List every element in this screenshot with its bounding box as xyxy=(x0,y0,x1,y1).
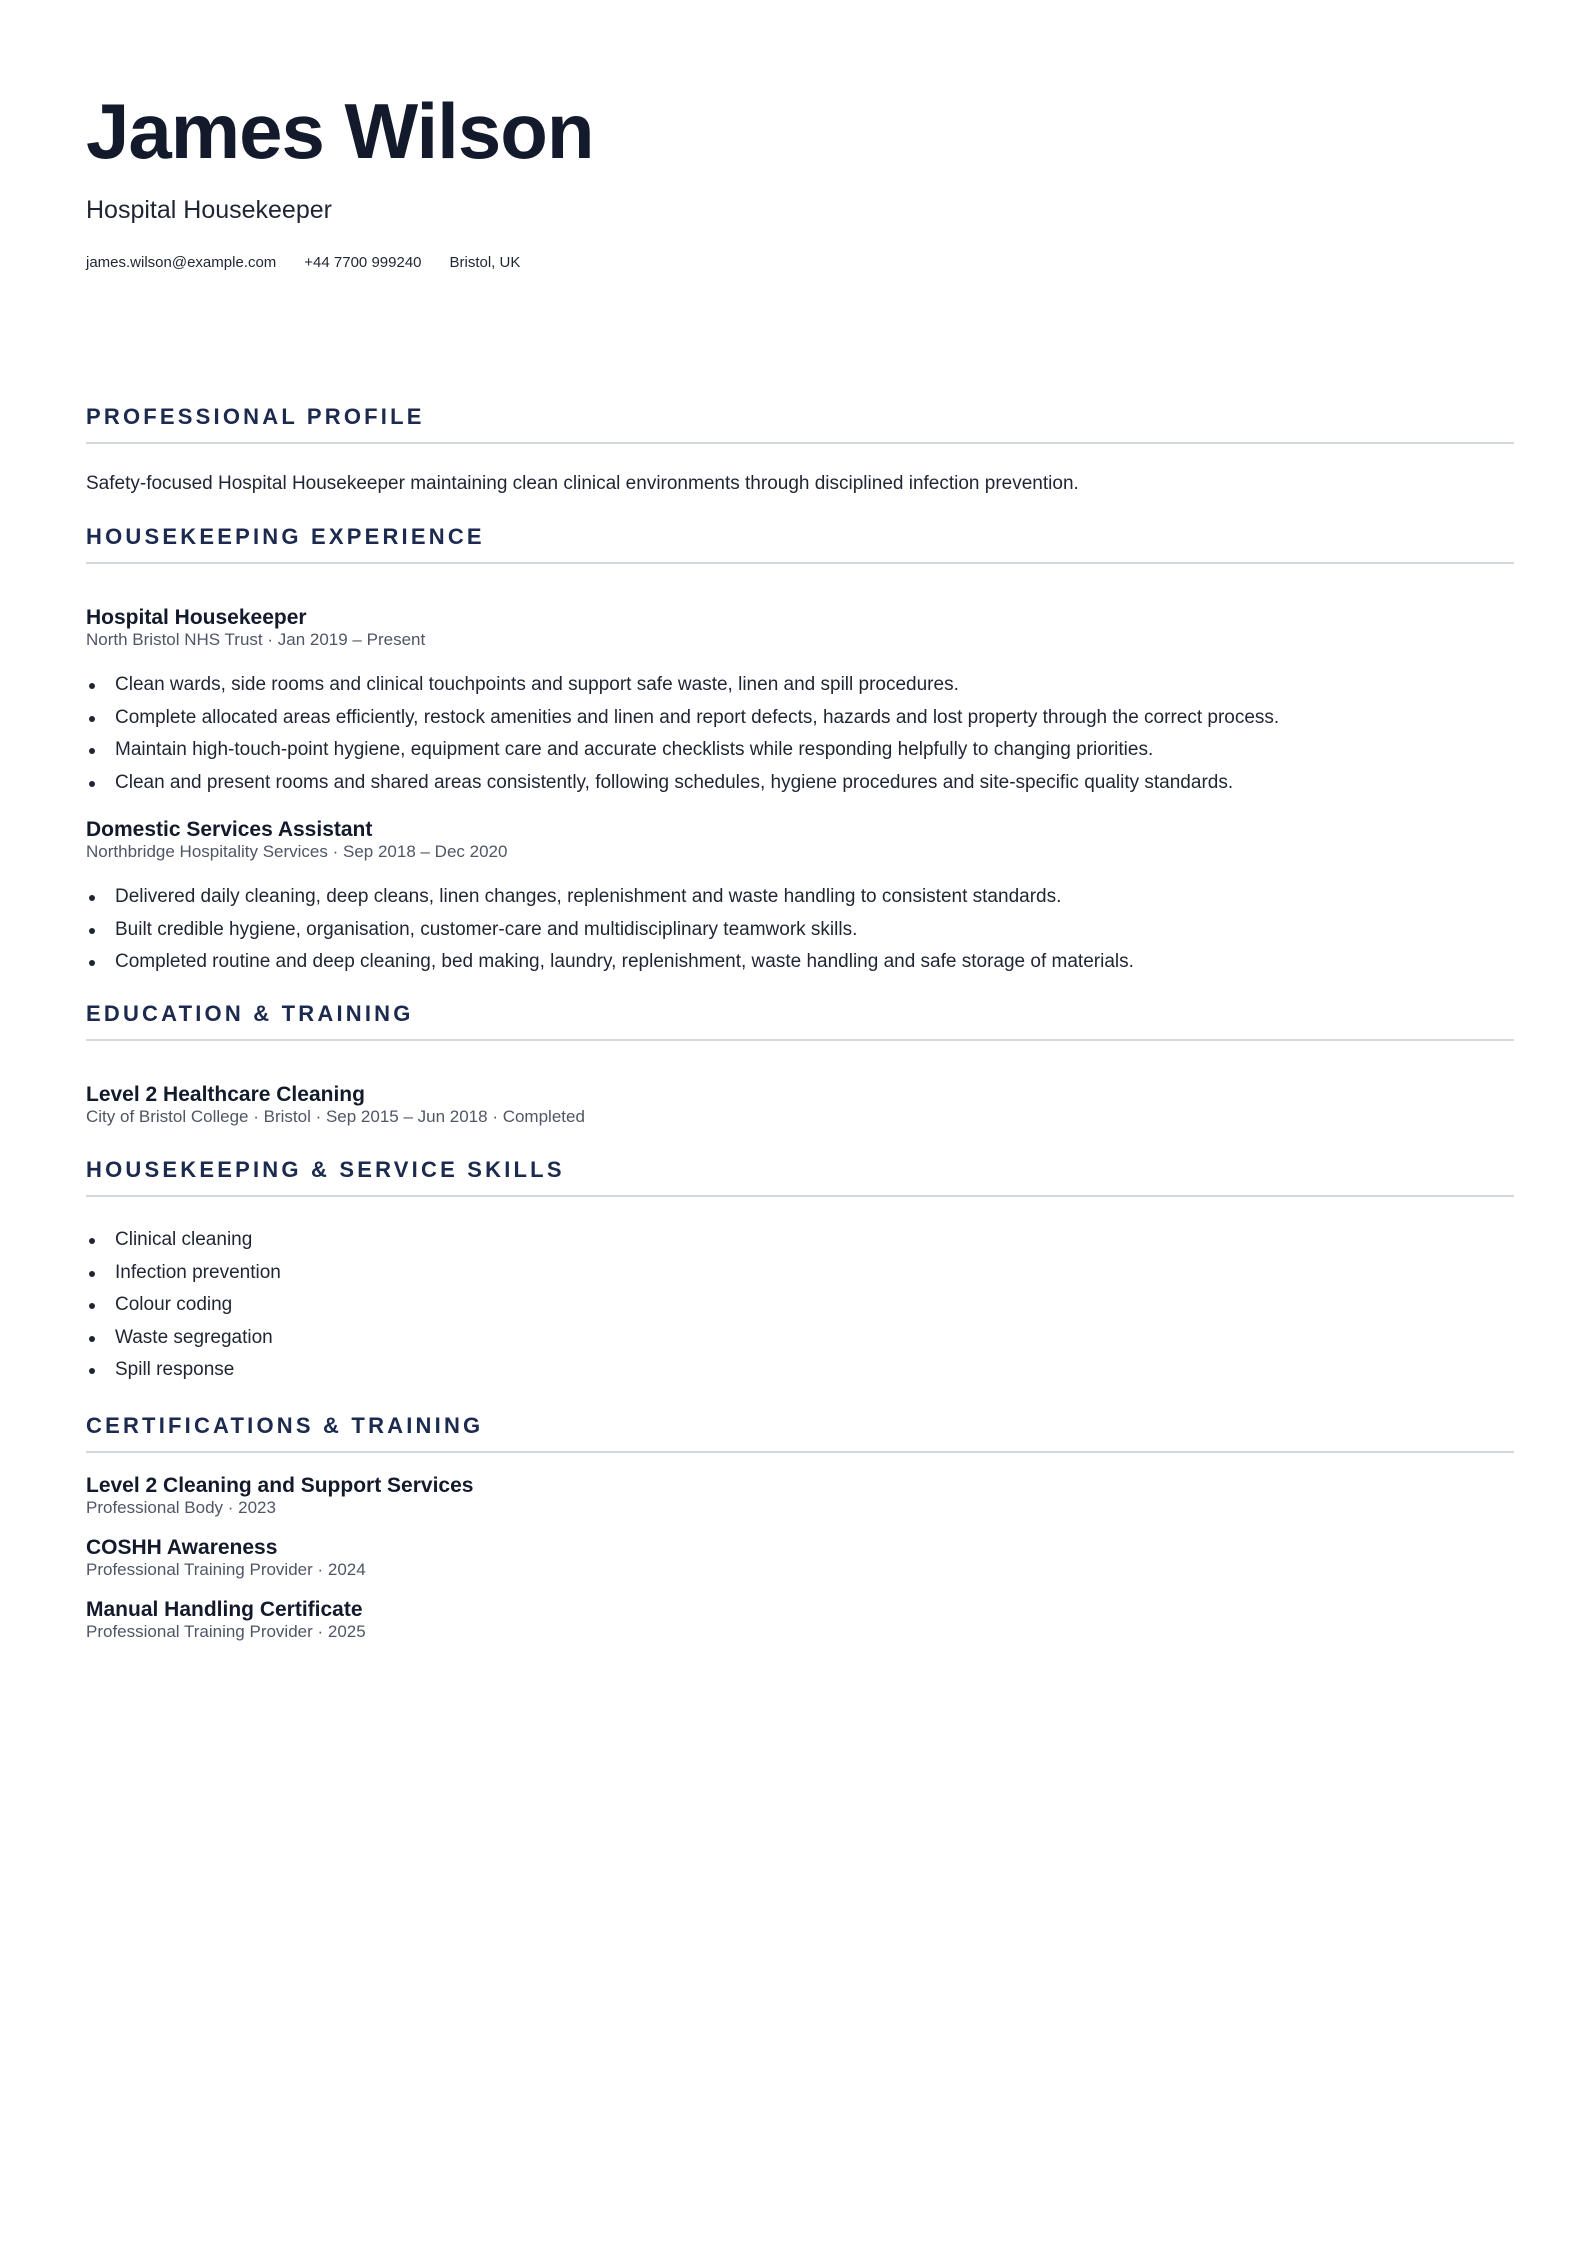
certification-meta: Professional Training Provider · 2024 xyxy=(86,1560,366,1579)
skills-list xyxy=(86,1224,1514,1387)
candidate-name: James Wilson xyxy=(86,87,594,175)
certification-name: Manual Handling Certificate xyxy=(86,1598,363,1621)
section-title-education: EDUCATION & TRAINING xyxy=(86,1003,1514,1041)
list-item: Clean and present rooms and shared areas consistently, following schedules, hygiene procedures and site-specific quality standards. xyxy=(86,767,1514,800)
contact-location: Bristol, UK xyxy=(449,254,521,271)
list-item: Clean wards, side rooms and clinical touchpoints and support safe waste, linen and spill procedures. xyxy=(86,669,1514,702)
job-meta: Northbridge Hospitality Services · Sep 2018 – Dec 2020 xyxy=(86,842,508,861)
job-title: Hospital Housekeeper xyxy=(86,606,307,629)
section-title-certifications: CERTIFICATIONS & TRAINING xyxy=(86,1415,1514,1453)
certification-meta: Professional Body · 2023 xyxy=(86,1498,276,1517)
list-item: Maintain high-touch-point hygiene, equipment care and accurate checklists while responding helpfully to changing priorities. xyxy=(86,734,1514,767)
job-bullets xyxy=(86,881,1514,979)
contact-email[interactable]: james.wilson@example.com xyxy=(86,254,277,271)
skill-item: Spill response xyxy=(86,1354,1514,1387)
skill-item: Clinical cleaning xyxy=(86,1224,1514,1257)
contact-phone[interactable]: +44 7700 999240 xyxy=(304,254,422,271)
candidate-headline: Hospital Housekeeper xyxy=(86,196,332,224)
job-meta: North Bristol NHS Trust · Jan 2019 – Present xyxy=(86,630,426,649)
list-item: Completed routine and deep cleaning, bed making, laundry, replenishment, waste handling and safe storage of materials. xyxy=(86,946,1514,979)
list-item: Built credible hygiene, organisation, customer-care and multidisciplinary teamwork skills. xyxy=(86,914,1514,947)
contact-row xyxy=(86,255,520,270)
certification-meta: Professional Training Provider · 2025 xyxy=(86,1622,366,1641)
skill-item: Infection prevention xyxy=(86,1257,1514,1290)
section-title-skills: HOUSEKEEPING & SERVICE SKILLS xyxy=(86,1159,1514,1197)
certification-name: Level 2 Cleaning and Support Services xyxy=(86,1474,474,1497)
education-name: Level 2 Healthcare Cleaning xyxy=(86,1083,365,1106)
certification-name: COSHH Awareness xyxy=(86,1536,278,1559)
job-title: Domestic Services Assistant xyxy=(86,818,373,841)
section-title-experience: HOUSEKEEPING EXPERIENCE xyxy=(86,526,1514,564)
profile-summary: Safety-focused Hospital Housekeeper maintaining clean clinical environments through disciplined infection prevention. xyxy=(86,473,1079,494)
list-item: Delivered daily cleaning, deep cleans, linen changes, replenishment and waste handling to consistent standards. xyxy=(86,881,1514,914)
list-item: Complete allocated areas efficiently, restock amenities and linen and report defects, hazards and lost property through the correct process. xyxy=(86,702,1514,735)
section-title-profile: PROFESSIONAL PROFILE xyxy=(86,406,1514,444)
job-bullets xyxy=(86,669,1514,799)
skill-item: Waste segregation xyxy=(86,1322,1514,1355)
education-meta: City of Bristol College · Bristol · Sep 2015 – Jun 2018 · Completed xyxy=(86,1107,585,1126)
skill-item: Colour coding xyxy=(86,1289,1514,1322)
